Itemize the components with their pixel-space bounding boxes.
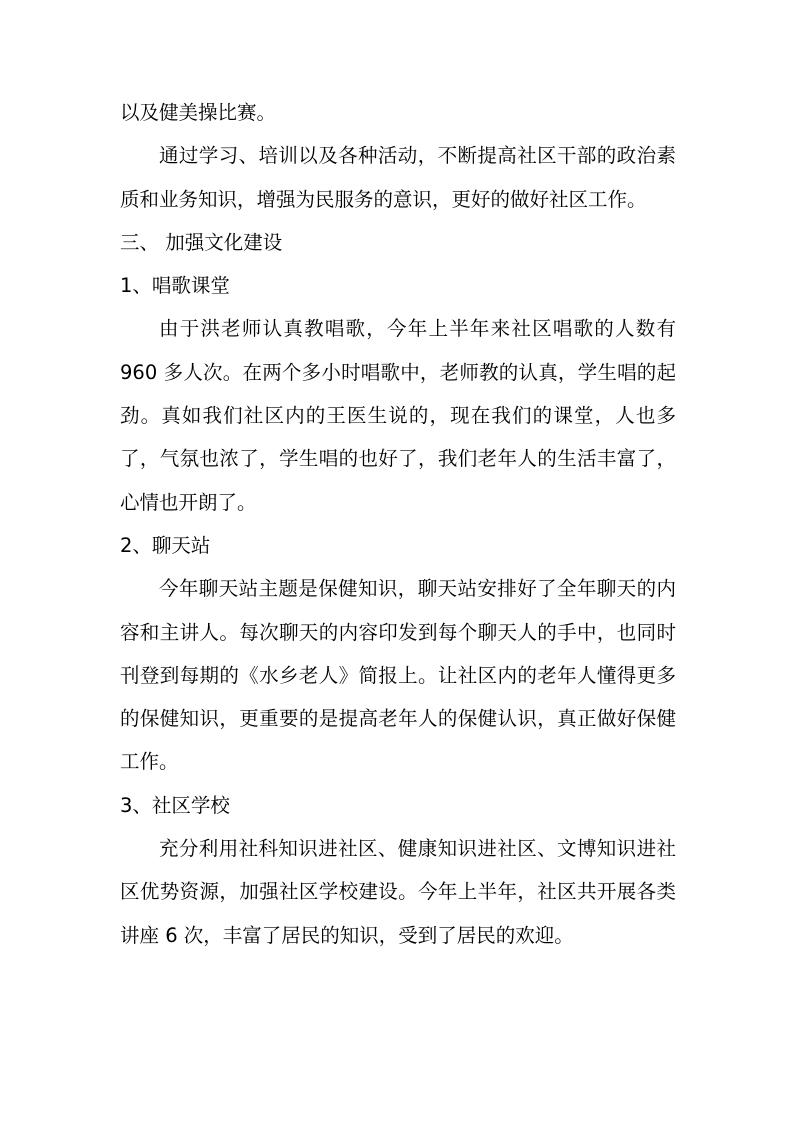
subheading-chat-station: 2、聊天站 xyxy=(120,533,211,557)
paragraph-sports-competition: 以及健美操比赛。 xyxy=(120,101,277,124)
section-heading-culture: 三、 加强文化建设 xyxy=(120,230,283,254)
paragraph-training: 通过学习、培训以及各种活动，不断提高社区干部的政治素质和业务知识，增强为民服务的意识，更好的做好社区工作。 xyxy=(120,144,676,211)
paragraph-singing-class: 由于洪老师认真教唱歌，今年上半年来社区唱歌的人数有 960 多人次。在两个多小时唱歌中，老师教的认真，学生唱的起劲。真如我们社区内的王医生说的，现在我们的课堂，人也多了，气氛也浓了，学生唱的也好了，我们老年人的生活丰富了，心情也开朗了。 xyxy=(120,317,676,514)
subheading-community-school: 3、社区学校 xyxy=(120,793,230,817)
document-body xyxy=(120,91,676,957)
paragraph-community-school: 充分利用社科知识进社区、健康知识进社区、文博知识进社区优势资源，加强社区学校建设。今年上半年，社区共开展各类讲座 6 次，丰富了居民的知识，受到了居民的欢迎。 xyxy=(120,837,676,947)
paragraph-chat-station: 今年聊天站主题是保健知识，聊天站安排好了全年聊天的内容和主讲人。每次聊天的内容印发到每个聊天人的手中，也同时刊登到每期的《水乡老人》简报上。让社区内的老年人懂得更多的保健知识，更重要的是提高老年人的保健认识，真正做好保健工作。 xyxy=(120,577,676,774)
subheading-singing-class: 1、唱歌课堂 xyxy=(120,274,230,298)
